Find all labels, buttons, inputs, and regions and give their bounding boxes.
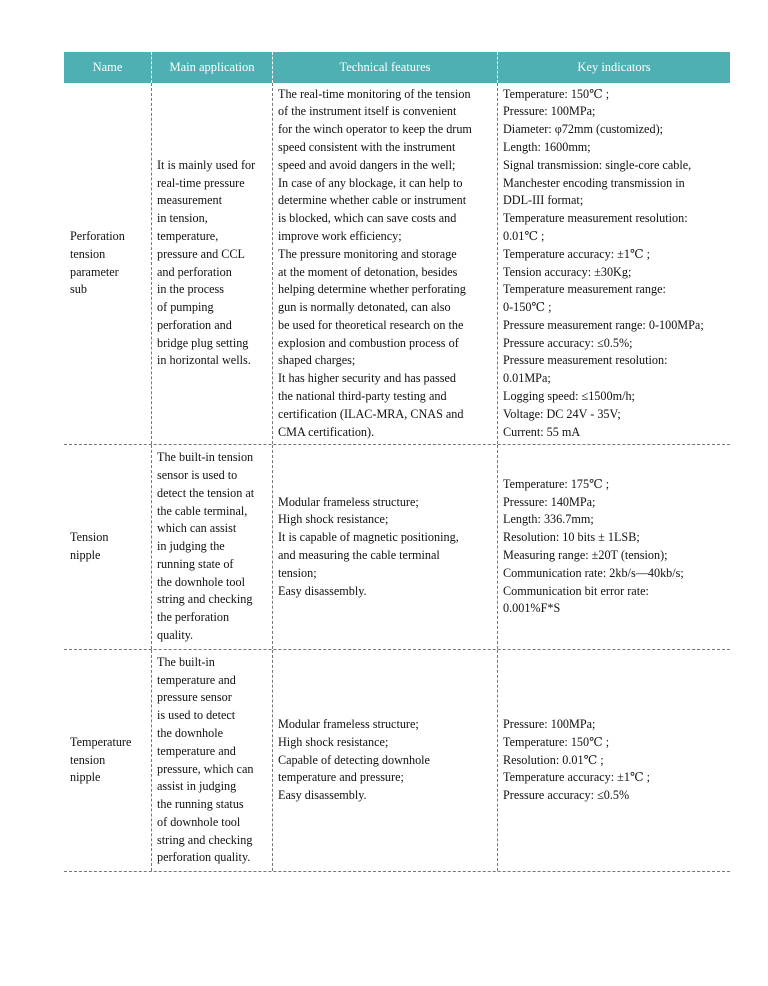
application-cell [152, 83, 273, 444]
features-cell [273, 445, 498, 649]
indicators-text: Pressure: 100MPa; Temperature: 150℃ ; Resolution: 0.01℃ ; Temperature accuracy: ±1℃ ; Pressure accuracy: ≤0.5% [503, 717, 651, 803]
name-cell [64, 650, 152, 871]
features-text: Modular frameless structure; High shock resistance; It is capable of magnetic positioning, and measuring the cable terminal tension; Easy disassembly. [278, 494, 459, 598]
application-cell [152, 650, 273, 871]
table-row [64, 445, 730, 650]
name-cell [64, 83, 152, 444]
header-name: Name [64, 52, 152, 83]
name-text: Perforation tension parameter sub [70, 228, 125, 297]
application-text: It is mainly used for real-time pressure measurement in tension, temperature, pressure and CCL and perforation in the process of pumping perforation and bridge plug setting in horizontal wells. [157, 157, 256, 368]
header-key-indicators: Key indicators [577, 60, 651, 74]
name-cell [64, 445, 152, 649]
features-cell [273, 650, 498, 871]
features-cell [273, 83, 498, 444]
indicators-cell [498, 83, 730, 444]
application-text: The built-in temperature and pressure sensor is used to detect the downhole temperature and pressure, which can assist in judging the running status of downhole tool string and checking perforation quality. [157, 654, 254, 865]
features-text: Modular frameless structure; High shock resistance; Capable of detecting downhole temperature and pressure; Easy disassembly. [278, 717, 430, 803]
table-row [64, 83, 730, 445]
indicators-text: Temperature: 150℃ ; Pressure: 100MPa; Diameter: φ72mm (customized); Length: 1600mm; Signal transmission: single-core cable, Manchester encoding transmission in DDL-III format; Temperature measurement resolution: 0.01℃ ; Temperature accuracy: ±1℃ ; Tension accuracy: ±30Kg; Temperature measurement range: 0-150℃ ; Pressure measurement range: 0-100MPa; Pressure accuracy: ≤0.5%; Pressure measurement resolution: 0.01MPa; Logging speed: ≤1500m/h; Voltage: DC 24V - 35V; Current: 55 mA [503, 86, 704, 439]
name-text: Temperature tension nipple [70, 734, 132, 785]
header-technical-features: Technical features [273, 52, 498, 83]
indicators-cell [498, 445, 730, 649]
spec-table [64, 52, 730, 872]
header-main-application: Main application [152, 52, 273, 83]
features-text: The real-time monitoring of the tension of the instrument itself is convenient for the winch operator to keep the drum speed consistent with the instrument speed and avoid dangers in the well; In case of any blockage, it can help to determine whether cable or instrument is blocked, which can save costs and improve work efficiency; The pressure monitoring and storage at the moment of detonation, besides helping determine whether perforating gun is normally detonated, can also be used for theoretical research on the explosion and combustion process of shaped charges; It has higher security and has passed the national third-party testing and certification (ILAC-MRA, CNAS and CMA certification). [278, 86, 472, 439]
indicators-text: Temperature: 175℃ ; Pressure: 140MPa; Length: 336.7mm; Resolution: 10 bits ± 1LSB; Measuring range: ±20T (tension); Communication rate: 2kb/s—40kb/s; Communication bit error rate: 0.001%F*S [503, 476, 684, 616]
name-text: Tension nipple [70, 530, 109, 562]
application-cell [152, 445, 273, 649]
table-header [64, 52, 730, 83]
application-text: The built-in tension sensor is used to detect the tension at the cable terminal, which can assist in judging the running state of the downhole tool string and checking the perforation quality. [157, 450, 255, 643]
table-row [64, 650, 730, 872]
indicators-cell [498, 650, 730, 871]
